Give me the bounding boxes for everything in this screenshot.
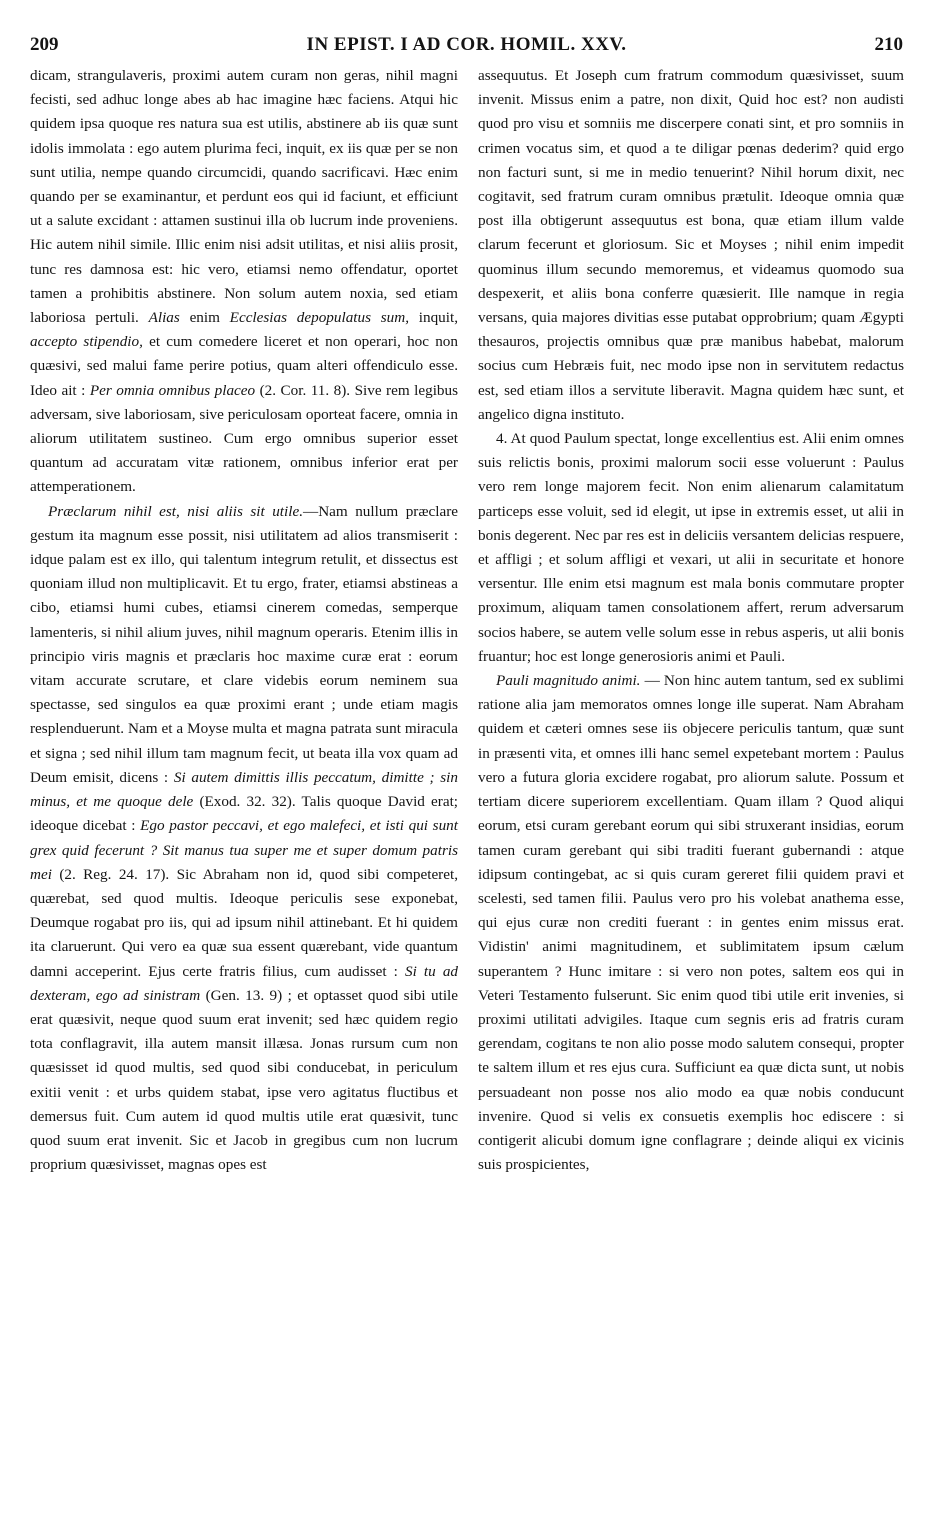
quotation: Ego pastor peccavi, et ego malefeci, et isti qui sunt grex quid fecerunt ? Sit manus tua super me et super domum patris mei bbox=[30, 817, 458, 883]
text-run: (2. Cor. 11. 8). Sive rem legibus adversam, sive laboriosam, sive periculosam oporteat facere, omnia in aliorum utilitatem sustineo. Cum ergo omnibus superior esset quantum ad accuratam vitæ rationem, omnibus inferior erat per attemperationem. bbox=[30, 381, 459, 496]
italic-run: Per omnia omnibus placeo bbox=[89, 381, 256, 399]
text-run: (Exod. 32. 32). Talis quoque David erat; ideoque dicebat : bbox=[30, 793, 459, 835]
italic-run: accepto stipendio, bbox=[30, 333, 143, 351]
italic-run: Alias bbox=[148, 309, 180, 327]
paragraph: assequutus. Et Joseph cum fratrum commodum quæsivisset, suum invenit. Missus enim a patre, non dixit, Quid hoc est? non audisti quod pro visu et somniis me discerpere conati sint, et pro somniis in crimen vocatus sim, et quod a te diligar pœnas dederim? quid ergo non facturi sunt, si me in medio tenuerint? Nihil horum dixit, nec cogitavit, sed fratrum curam omnibus prætulit. Ideoque omnia quæ post illa obtigerunt assequutus est bona, quæ etiam illum valde clarum fecerunt et gloriosum. Sic et Moyses ; nihil enim impedit quominus illum secundo memoremus, et videamus quomodo sua despexerit, et aliis bona conferre quæsierit. Ille namque in regia versans, quia majores divitias esse putabat opprobrium; quam Ægypti thesauros, projectis omnibus quæ præ manibus habebat, malorum socius cum Hebræis fuit, nec modo ipse non in servitutem redactus est, sed etiam illos a servitute liberavit. Magna quidem hæc sunt, et angelico digna instituto. bbox=[478, 67, 904, 423]
text-run: —Nam nullum præclare gestum ita magnum esse possit, nisi utilitatem ad alios transmiserit : idque palam est ex illo, qui talentum integrum retulit, et dissectus est quoniam illud non multiplicavit. Et tu ergo, frater, etiamsi abstineas a cibo, etiamsi humi cubes, etiamsi cinerem comedas, semperque lamenteris, si nihil alium juves, nihil magnum operaris. Etenim illis in principio viris magnis et præclaris hoc maxime curæ erat : eorum vitam accurate scrutare, et clare videbis eorum neminem sua spectasse, sed singulos ea quæ proximi erant ; unde etiam magis resplenduerunt. Nam et a Moyse multa et magna patrata sunt miracula et signa ; sed nihil illum tam magnum fecit, ut beata illa vox quam ad Deum emisit, dicens : bbox=[30, 502, 458, 786]
text-run: — Non hinc autem tantum, sed ex sublimi ratione alia jam memoratos omnes longe ille superat. Nam Abraham quidem et cæteri omnes sese iis objecere periculis tantum, quæ sunt in præsenti vita, et omnes illi hanc semel expetebant mortem : Paulus vero a futura gloria excidere rogabat, pro aliorum salute. Possum et tertiam dicere superiorem excellentiam. Quam illam ? Quod aliqui eorum, etsi curam gerebant eorum qui sibi struxerant insidias, eorum tamen curam gerebant qui sibi traditi fuerant gubernandi : atque idipsum contingebat, ac si quis curam gereret filii quidem pravi et scelesti, sed tamen filii. Paulus vero pro his volebat anathema esse, qui ejus curæ non crediti fuerant : in gentes enim missus erat. Vidistin' animi magnitudinem, et sublimitatem ipsum cælum superantem ? Hunc imitare : si vero non potes, saltem eos qui in Veteri Testamento fulserunt. Sic enim quod tibi utile erit invenies, si proximi utilitati advigiles. Itaque cum segnis eris ad fratris curam gerendam, cogitans te non alio posse modo salutem consequi, propter te saltem illum et res ejus cura. Sufficiunt ea quæ dicta sunt, ut nobis persuadeant non posse nos alio modo ea quæ nobis conducunt invenire. Quod si velis ex consuetis exemplis hoc ediscere : si contigerit alicubi domum igne conflagrare ; deinde aliqui ex vicinis suis prospicientes, bbox=[478, 672, 905, 1174]
left-column bbox=[30, 64, 458, 1177]
page-header bbox=[30, 34, 903, 60]
text-run: (Gen. 13. 9) ; et optasset quod sibi utile erat quæsivit, neque quod suum erat invenit; sed hæc quidem regio tota conflagravit, illa autem mansit illæsa. Jonas rursum cum non quæsisset id quod multis, sed quod sibi conducebat, in periculum exitii venit : et urbs quidem stabat, ipse vero agitatus fluctibus et demersus fuit. Cum autem id quod multis utile erat quæsivit, tunc quod suum erat invenit. Sic et Jacob in gregibus cum non lucrum proprium quæsivisset, magnas opes est bbox=[30, 986, 459, 1174]
page-number-right: 210 bbox=[874, 34, 903, 55]
paragraph bbox=[30, 500, 458, 1178]
text-run: (2. Reg. 24. 17). Sic Abraham non id, quod sibi competeret, quærebat, sed quod multis. Ideoque periculis sese exponebat, Deumque rogabat pro iis, qui ad ipsum nihil attinebant. Et hi quidem ita claruerunt. Qui vero ea quæ sua essent quærebant, vide quantum damni acceperint. Ejus certe fratris filius, cum audisset : bbox=[30, 865, 459, 980]
quotation: Si tu ad dexteram, ego ad sinistram bbox=[30, 962, 459, 1004]
right-column bbox=[478, 64, 904, 1177]
section-heading: Præclarum nihil est, nisi aliis sit utile. bbox=[48, 502, 303, 520]
section-heading: Pauli magnitudo animi. bbox=[496, 672, 641, 690]
text-run: inquit, bbox=[418, 309, 458, 327]
italic-run: Ecclesias depopulatus sum, bbox=[229, 309, 410, 327]
text-run: dicam, strangulaveris, proximi autem curam non geras, nihil magni fecisti, sed adhuc longe abes ab hac imagine hæc faciens. Atqui hic quidem ipsa quoque res natura sua est utilis, abstinere ab iis quæ sunt idolis immolata : ego autem plurima feci, inquit, ex iis quæ per se non sunt utilia, nempe quando circumcidi, quando sacrificavi. Hæc enim quando per se examinantur, et perdunt eos qui id faciunt, et efficiunt ut a salute excidant : attamen sustinui illa ob lucrum inde proveniens. Hic autem nihil simile. Illic enim nisi adsit utilitas, et nisi aliis prosit, tunc res damnosa est: hic vero, etiamsi nemo offendatur, oportet tamen a prohibitis abstinere. Non solum autem noxia, sed etiam laboriosa pertuli. bbox=[30, 67, 458, 327]
page-number-left: 209 bbox=[30, 34, 59, 55]
quotation: Si autem dimittis illis peccatum, dimitte ; sin minus, et me quoque dele bbox=[30, 768, 458, 811]
text-run: enim bbox=[189, 309, 220, 327]
text-run: et cum comedere liceret et non operari, hoc non quæsivi, sed malui fame perire potius, quam alteri offendiculo esse. Ideo ait : bbox=[30, 333, 458, 399]
paragraph bbox=[30, 64, 458, 500]
running-title: IN EPIST. I AD COR. HOMIL. XXV. bbox=[306, 34, 627, 55]
paragraph: 4. At quod Paulum spectat, longe excellentius est. Alii enim omnes suis relictis bonis, proximi malorum socii esse voluerunt : Paulus vero rem longe majorem fecit. Non enim alienarum calamitatum particeps esse voluit, sed id elegit, ut ipse in extremis esset, ut alii in bonis degerent. Nec par res est in deliciis versantem delicias respuere, et affligi ; et solum affligi et vexari, ut alii in securitate et honore versentur. Ille enim etsi magnum est mala bonis commutare propter proximum, aliquam tamen consolationem affert, rerum adversarum socios habere, se autem velle solum esse in rebus asperis, ut alii bonis fruantur; hoc est longe generosioris animi et Pauli. bbox=[478, 430, 904, 665]
paragraph bbox=[478, 669, 904, 1177]
